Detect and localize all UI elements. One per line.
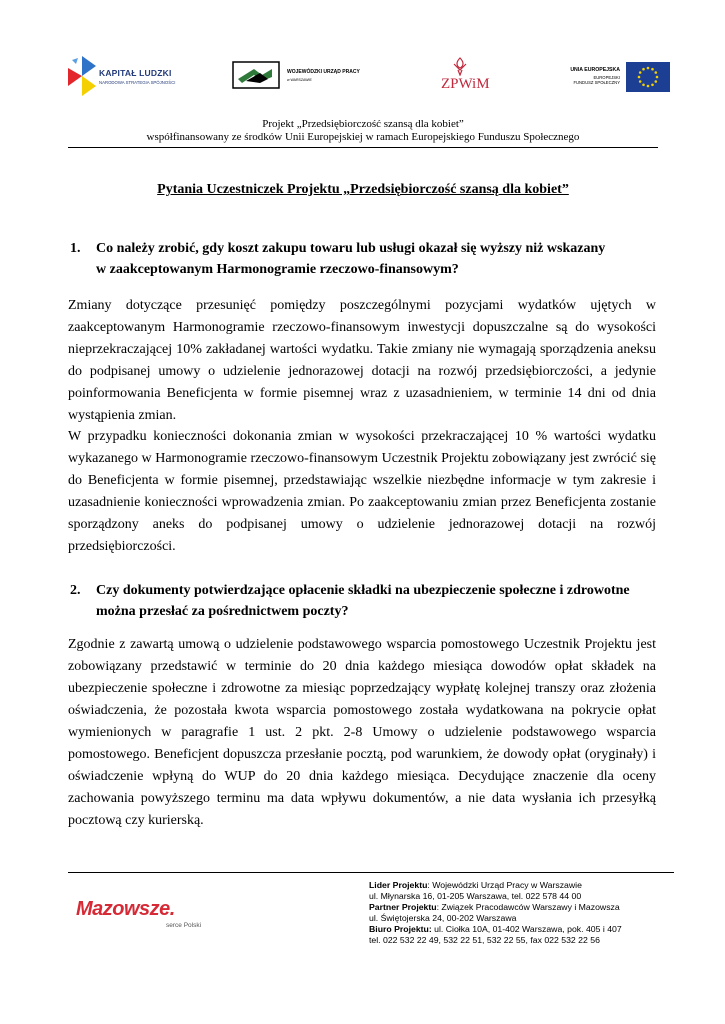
footer-biuro [369,924,669,935]
eu-logo [538,54,658,100]
partner-label: Partner Projektu [369,901,437,912]
lider-name: : Wojewódzki Urząd Pracy w Warszawie [427,880,582,890]
wup-subtitle: w WARSZAWIE [287,78,312,82]
wup-name: WOJEWÓDZKI URZĄD PRACY [287,69,360,75]
project-header [68,118,658,144]
footer-contact [369,880,669,945]
footer-lider [369,880,669,891]
kapital-ludzki-icon [68,56,96,96]
question-2-line2: można przesłać za pośrednictwem poczty? [96,604,349,619]
question-2-line1: Czy dokumenty potwierdzające opłacenie składki na ubezpieczenie społeczne i zdrowotne [96,583,630,598]
wup-logo [232,54,382,100]
eu-fund-text [540,75,620,85]
eu-fund-line3: FUNDUSZ SPOŁECZNY [573,80,620,85]
partner-name: : Związek Pracodawców Warszawy i Mazowsza [436,901,620,912]
document-title: Pytania Uczestniczek Projektu „Przedsiębiorczość szansą dla kobiet” [157,182,569,197]
cofinance-line: współfinansowany ze środków Unii Europejskiej w ramach Europejskiego Funduszu Społecznego [146,131,580,143]
answer-1-paragraph-1: Zmiany dotyczące przesunięć pomiędzy poszczególnymi pozycjami wydatków ujętych w zaakceptowanym Harmonogramie rzeczowo-finansowym inwestycji dopuszczalne są do wysokości nieprzekraczającej 10% zakładanej wartości wydatku. Takie zmiany nie wymagają sporządzenia aneksu do podpisanej umowy o udzielenie jednorazowej dotacji na rozwój przedsiębiorczości, a jedynie poinformowania Beneficjenta w formie pisemnej wraz z uzasadnieniem, w terminie 14 dni od dnia wystąpienia zmian. [68,298,656,423]
logo-bar [68,54,658,100]
eu-flag-icon [626,62,670,92]
question-1 [70,238,658,280]
question-2-number: 2. [70,583,81,598]
question-1-line2: w zaakceptowanym Harmonogramie rzeczowo-finansowym? [96,262,459,277]
question-1-line1: Co należy zrobić, gdy koszt zakupu towaru lub usługi okazał się wyższy niż wskazany [96,241,606,256]
zpwim-name: ZPWiM [441,76,490,92]
wup-arrows-icon [232,61,280,89]
biuro-label: Biuro Projektu: [369,923,432,934]
kapital-ludzki-name: KAPITAŁ LUDZKI [99,68,172,78]
partner-address: ul. Świętojerska 24, 00-202 Warszawa [369,912,517,923]
question-2 [70,580,658,622]
mazowsze-logo [76,898,216,934]
eu-fund-line2: EUROPEJSKI [593,75,620,80]
biuro-address: ul. Ciołka 10A, 01-402 Warszawa, pok. 405 i 407 [431,923,622,934]
answer-2-paragraph-1: Zgodnie z zawartą umową o udzielenie podstawowego wsparcia pomostowego Uczestnik Projektu jest zobowiązany przedstawić w terminie do 20 dnia każdego miesiąca dowodów opłat składek na ubezpieczenie społeczne i zdrowotne za miesiąc poprzedzający wypłatę kolejnej transzy oraz złożenia oświadczenia, że pozostała kwota wsparcia pomostowego została wydatkowana na pokrycie opłat wymienionych w paragrafie 1 ust. 2 pkt. 2-8 Umowy o udzielenie podstawowego wsparcia pomostowego. Beneficjent dopuszcza przesłanie pocztą, pod warunkiem, że dowody opłat (oryginały) i oświadczenie wpłyną do WUP do 20 dnia każdego miesiąca. Decydujące znaczenie dla oceny zachowania powyższego terminu ma data wpływu dokumentów, a nie data wysłania ich przesyłką pocztową czy kurierską. [68,637,656,828]
kapital-ludzki-subtitle: NARODOWA STRATEGIA SPÓJNOŚCI [99,80,176,85]
footer-divider [68,872,674,873]
kapital-ludzki-logo [68,54,193,100]
project-line: Projekt „Przedsiębiorczość szansą dla kobiet” [262,118,464,130]
question-1-number: 1. [70,241,81,256]
eu-name: UNIA EUROPEJSKA [570,67,620,73]
zpwim-logo [438,54,490,100]
answer-1-paragraph-2: W przypadku konieczności dokonania zmian w wysokości przekraczającej 10 % wartości wydatku wykazanego w Harmonogramie rzeczowo-finansowym Uczestnik Projektu zobowiązany jest zwrócić się do Beneficjenta w formie pisemnej, przedstawiając wszelkie niezbędne informacje w tym zakresie i uzasadnienie konieczności wprowadzenia zmian. Po zaakceptowaniu zmian przez Beneficjenta zostanie sporządzony aneks do podpisanej umowy o udzielenie jednorazowej dotacji na rozwój przedsiębiorczości. [68,429,656,554]
lider-address: ul. Młynarska 16, 01-205 Warszawa, tel. 022 578 44 00 [369,890,582,901]
lider-label: Lider Projektu [369,880,428,890]
footer-partner [369,902,669,913]
zpwim-mermaid-icon [450,56,470,76]
header-divider [68,147,658,148]
biuro-phones: tel. 022 532 22 49, 532 22 51, 532 22 55, fax 022 532 22 56 [369,934,600,945]
mazowsze-tagline: serce Polski [166,922,202,929]
mazowsze-name: Mazowsze. [76,898,175,920]
